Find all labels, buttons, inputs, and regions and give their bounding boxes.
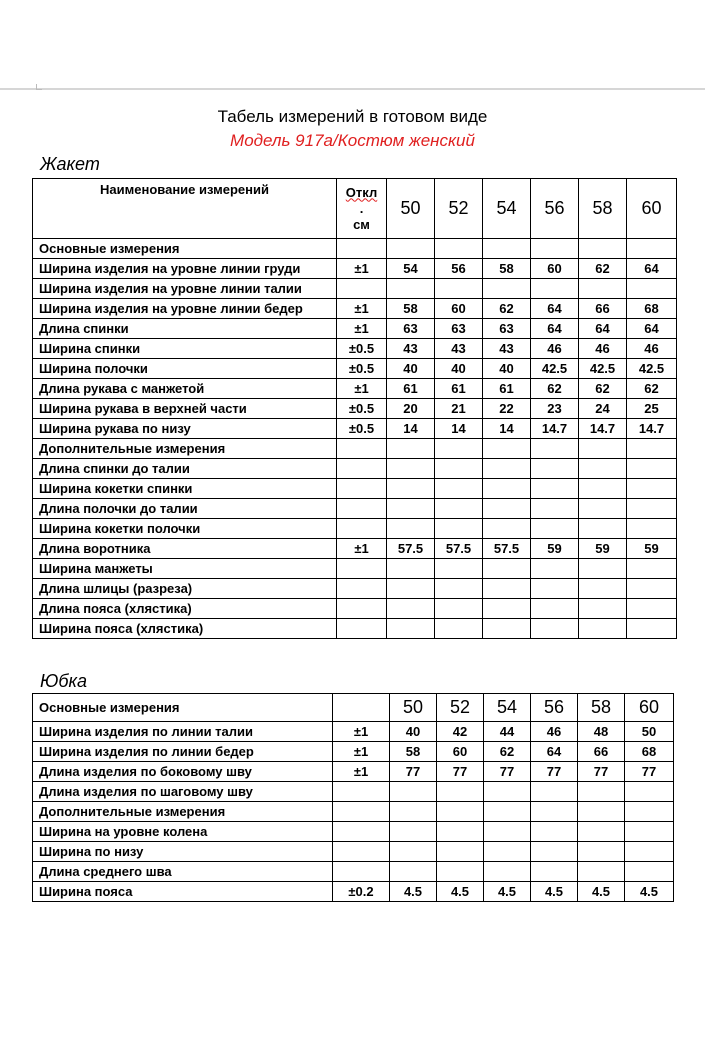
tolerance-cell: [337, 439, 387, 459]
tolerance-cell: [337, 499, 387, 519]
size-value-cell: 46: [579, 339, 627, 359]
tolerance-cell: [337, 559, 387, 579]
size-value-cell: 62: [627, 379, 677, 399]
size-value-cell: 68: [625, 742, 674, 762]
size-value-cell: [625, 802, 674, 822]
size-value-cell: [579, 479, 627, 499]
table-row: [33, 399, 677, 419]
size-value-cell: 14: [387, 419, 435, 439]
measurement-name: Ширина на уровне колена: [33, 822, 333, 842]
size-value-cell: [435, 479, 483, 499]
size-value-cell: [387, 599, 435, 619]
tolerance-cell: [333, 782, 390, 802]
size-value-cell: 58: [390, 742, 437, 762]
tolerance-cell: [337, 519, 387, 539]
margin-corner-mark: [36, 84, 42, 90]
measurement-name: Длина спинки до талии: [33, 459, 337, 479]
measurement-name-header: Наименование измерений: [33, 179, 337, 239]
size-value-cell: [387, 239, 435, 259]
size-value-cell: [387, 479, 435, 499]
measurement-name: Ширина изделия на уровне линии бедер: [33, 299, 337, 319]
measurement-name: Ширина по низу: [33, 842, 333, 862]
measurement-name: Длина рукава с манжетой: [33, 379, 337, 399]
size-value-cell: 40: [390, 722, 437, 742]
tolerance-cell: ±1: [337, 539, 387, 559]
size-value-cell: 22: [483, 399, 531, 419]
measurement-name: Длина шлицы (разреза): [33, 579, 337, 599]
tolerance-cell: ±1: [333, 742, 390, 762]
size-value-cell: 59: [579, 539, 627, 559]
table-row: [33, 359, 677, 379]
size-value-cell: [390, 782, 437, 802]
size-value-cell: [437, 782, 484, 802]
size-value-cell: 4.5: [578, 882, 625, 902]
measurement-name: Ширина спинки: [33, 339, 337, 359]
size-value-cell: [625, 842, 674, 862]
size-value-cell: 59: [531, 539, 579, 559]
size-value-cell: [484, 822, 531, 842]
size-value-cell: 57.5: [387, 539, 435, 559]
size-value-cell: [625, 862, 674, 882]
skirt-section-title: Юбка: [40, 671, 88, 691]
size-value-cell: 64: [627, 319, 677, 339]
size-value-cell: [578, 782, 625, 802]
tolerance-cell: [337, 279, 387, 299]
table-row: [33, 762, 674, 782]
size-value-cell: 42.5: [627, 359, 677, 379]
size-value-cell: [531, 599, 579, 619]
size-value-cell: [627, 479, 677, 499]
tolerance-header-line1: Откл: [345, 184, 378, 200]
measurement-name: Ширина изделия по линии талии: [33, 722, 333, 742]
size-value-cell: 14: [483, 419, 531, 439]
size-value-cell: 42.5: [531, 359, 579, 379]
size-value-cell: [387, 559, 435, 579]
size-value-cell: [531, 862, 578, 882]
tolerance-cell: ±0.5: [337, 399, 387, 419]
size-value-cell: 59: [627, 539, 677, 559]
size-value-cell: [435, 519, 483, 539]
tolerance-cell: [337, 619, 387, 639]
size-value-cell: 61: [483, 379, 531, 399]
size-value-cell: 24: [579, 399, 627, 419]
measurement-name: Ширина изделия на уровне линии груди: [33, 259, 337, 279]
size-value-cell: 23: [531, 399, 579, 419]
size-value-cell: [484, 782, 531, 802]
size-value-cell: 50: [625, 722, 674, 742]
size-value-cell: 46: [531, 339, 579, 359]
measurement-name: Ширина рукава по низу: [33, 419, 337, 439]
size-value-cell: [531, 579, 579, 599]
size-value-cell: [578, 802, 625, 822]
size-value-cell: [387, 619, 435, 639]
size-header: 58: [579, 179, 627, 239]
table-row: [33, 499, 677, 519]
tolerance-cell: [337, 479, 387, 499]
size-value-cell: [437, 862, 484, 882]
model-subtitle: Модель 917а/Костюм женский: [230, 131, 475, 150]
size-value-cell: 42.5: [579, 359, 627, 379]
size-value-cell: 21: [435, 399, 483, 419]
size-value-cell: 60: [531, 259, 579, 279]
size-value-cell: [387, 499, 435, 519]
size-value-cell: 40: [387, 359, 435, 379]
tolerance-header: [333, 694, 390, 722]
size-value-cell: [627, 599, 677, 619]
tolerance-cell: ±0.5: [337, 339, 387, 359]
size-value-cell: [579, 579, 627, 599]
size-value-cell: [387, 439, 435, 459]
size-value-cell: [387, 579, 435, 599]
table-row: [33, 599, 677, 619]
size-value-cell: [625, 782, 674, 802]
tolerance-cell: ±1: [337, 299, 387, 319]
table-row: [33, 379, 677, 399]
size-value-cell: 61: [435, 379, 483, 399]
tolerance-cell: [333, 822, 390, 842]
measurement-name: Ширина изделия на уровне линии талии: [33, 279, 337, 299]
size-value-cell: 62: [484, 742, 531, 762]
size-value-cell: [483, 499, 531, 519]
size-header: 56: [531, 179, 579, 239]
size-value-cell: [579, 599, 627, 619]
table-row: [33, 439, 677, 459]
skirt-measurements-table: [32, 693, 674, 902]
size-value-cell: [483, 599, 531, 619]
size-value-cell: 58: [387, 299, 435, 319]
measurement-name: Ширина манжеты: [33, 559, 337, 579]
size-value-cell: [387, 279, 435, 299]
tolerance-cell: ±0.5: [337, 359, 387, 379]
size-value-cell: [627, 619, 677, 639]
tolerance-cell: ±0.5: [337, 419, 387, 439]
size-value-cell: [484, 862, 531, 882]
measurement-name: Ширина полочки: [33, 359, 337, 379]
size-value-cell: [435, 279, 483, 299]
size-value-cell: [627, 239, 677, 259]
page-top-border: [0, 88, 705, 90]
tolerance-cell: [337, 579, 387, 599]
measurement-name: Дополнительные измерения: [33, 439, 337, 459]
size-value-cell: 77: [484, 762, 531, 782]
size-value-cell: 4.5: [625, 882, 674, 902]
size-value-cell: 62: [579, 259, 627, 279]
tolerance-cell: [337, 239, 387, 259]
tolerance-header: [337, 179, 387, 239]
size-value-cell: 63: [387, 319, 435, 339]
size-value-cell: 57.5: [483, 539, 531, 559]
table-row: [33, 742, 674, 762]
size-value-cell: 46: [531, 722, 578, 742]
measurement-name: Дополнительные измерения: [33, 802, 333, 822]
size-value-cell: [579, 499, 627, 519]
size-value-cell: 66: [579, 299, 627, 319]
size-value-cell: 62: [483, 299, 531, 319]
size-value-cell: [531, 459, 579, 479]
size-value-cell: [483, 519, 531, 539]
size-value-cell: 64: [531, 319, 579, 339]
size-value-cell: [531, 279, 579, 299]
table-row: [33, 459, 677, 479]
size-value-cell: 63: [435, 319, 483, 339]
size-value-cell: 4.5: [484, 882, 531, 902]
size-value-cell: [531, 479, 579, 499]
tolerance-cell: [333, 802, 390, 822]
size-value-cell: [531, 842, 578, 862]
tolerance-cell: [337, 599, 387, 619]
size-header: 58: [578, 694, 625, 722]
tolerance-cell: [337, 459, 387, 479]
size-value-cell: [531, 239, 579, 259]
measurement-name: Длина изделия по боковому шву: [33, 762, 333, 782]
size-value-cell: 60: [435, 299, 483, 319]
size-value-cell: 14.7: [531, 419, 579, 439]
size-value-cell: [435, 239, 483, 259]
table-row: [33, 782, 674, 802]
measurement-name: Ширина изделия по линии бедер: [33, 742, 333, 762]
size-value-cell: [579, 279, 627, 299]
size-value-cell: [579, 239, 627, 259]
size-value-cell: [578, 862, 625, 882]
size-value-cell: [627, 459, 677, 479]
size-value-cell: 62: [531, 379, 579, 399]
measurement-name: Длина спинки: [33, 319, 337, 339]
size-value-cell: [578, 822, 625, 842]
table-row: [33, 862, 674, 882]
size-value-cell: [627, 499, 677, 519]
size-value-cell: [484, 842, 531, 862]
tolerance-cell: [333, 842, 390, 862]
size-value-cell: 64: [531, 299, 579, 319]
size-value-cell: 64: [579, 319, 627, 339]
table-row: [33, 239, 677, 259]
size-header: 52: [437, 694, 484, 722]
size-value-cell: 58: [483, 259, 531, 279]
size-value-cell: 40: [483, 359, 531, 379]
size-value-cell: [390, 822, 437, 842]
size-value-cell: [531, 559, 579, 579]
size-value-cell: [483, 279, 531, 299]
table-row: [33, 722, 674, 742]
size-value-cell: [579, 559, 627, 579]
size-value-cell: 14: [435, 419, 483, 439]
size-value-cell: 46: [627, 339, 677, 359]
jacket-section-title: Жакет: [40, 154, 100, 174]
size-value-cell: 4.5: [437, 882, 484, 902]
table-row: [33, 619, 677, 639]
size-value-cell: [483, 479, 531, 499]
size-value-cell: [531, 802, 578, 822]
tolerance-cell: [333, 862, 390, 882]
measurement-name: Ширина кокетки полочки: [33, 519, 337, 539]
tolerance-cell: ±1: [337, 319, 387, 339]
size-value-cell: [627, 579, 677, 599]
size-header: 60: [625, 694, 674, 722]
size-value-cell: [483, 579, 531, 599]
size-value-cell: 43: [483, 339, 531, 359]
measurement-name: Длина пояса (хлястика): [33, 599, 337, 619]
size-value-cell: 77: [390, 762, 437, 782]
size-value-cell: 14.7: [627, 419, 677, 439]
size-value-cell: [437, 842, 484, 862]
size-value-cell: [483, 619, 531, 639]
size-value-cell: [435, 459, 483, 479]
size-value-cell: [579, 619, 627, 639]
size-value-cell: [435, 439, 483, 459]
size-header: 54: [483, 179, 531, 239]
size-value-cell: [531, 619, 579, 639]
size-value-cell: [627, 519, 677, 539]
size-value-cell: [483, 239, 531, 259]
size-value-cell: [625, 822, 674, 842]
size-value-cell: [483, 559, 531, 579]
size-value-cell: [483, 459, 531, 479]
size-value-cell: 4.5: [531, 882, 578, 902]
size-value-cell: [579, 439, 627, 459]
size-value-cell: [531, 782, 578, 802]
size-value-cell: 20: [387, 399, 435, 419]
size-value-cell: 14.7: [579, 419, 627, 439]
measurement-name: Ширина пояса (хлястика): [33, 619, 337, 639]
table-row: [33, 279, 677, 299]
measurement-name: Ширина кокетки спинки: [33, 479, 337, 499]
size-value-cell: 60: [437, 742, 484, 762]
table-row: [33, 539, 677, 559]
table-row: [33, 579, 677, 599]
size-value-cell: 42: [437, 722, 484, 742]
size-value-cell: 64: [627, 259, 677, 279]
size-value-cell: 4.5: [390, 882, 437, 902]
tolerance-cell: ±1: [333, 762, 390, 782]
size-value-cell: 43: [435, 339, 483, 359]
measurement-name: Основные измерения: [33, 239, 337, 259]
jacket-measurements-table: [32, 178, 677, 639]
size-header: 50: [387, 179, 435, 239]
size-value-cell: 56: [435, 259, 483, 279]
tolerance-cell: ±1: [337, 379, 387, 399]
size-value-cell: 64: [531, 742, 578, 762]
table-row: [33, 519, 677, 539]
size-value-cell: [531, 519, 579, 539]
size-value-cell: [435, 579, 483, 599]
size-value-cell: [387, 519, 435, 539]
size-value-cell: 57.5: [435, 539, 483, 559]
size-value-cell: 44: [484, 722, 531, 742]
size-header: 50: [390, 694, 437, 722]
measurement-name: Длина полочки до талии: [33, 499, 337, 519]
skirt-table-body: [33, 694, 674, 902]
size-value-cell: [531, 499, 579, 519]
jacket-header-row: [33, 179, 677, 239]
size-value-cell: 48: [578, 722, 625, 742]
size-value-cell: [437, 822, 484, 842]
skirt-header-row: [33, 694, 674, 722]
measurement-name: Ширина пояса: [33, 882, 333, 902]
table-row: [33, 559, 677, 579]
measurement-name: Ширина рукава в верхней части: [33, 399, 337, 419]
size-value-cell: [435, 619, 483, 639]
size-value-cell: [627, 559, 677, 579]
size-header: 60: [627, 179, 677, 239]
size-value-cell: [435, 559, 483, 579]
size-value-cell: [531, 439, 579, 459]
size-value-cell: [627, 279, 677, 299]
size-value-cell: 40: [435, 359, 483, 379]
table-row: [33, 299, 677, 319]
size-value-cell: [531, 822, 578, 842]
tolerance-cell: ±1: [337, 259, 387, 279]
size-value-cell: 63: [483, 319, 531, 339]
tolerance-cell: ±1: [333, 722, 390, 742]
table-row: [33, 419, 677, 439]
size-value-cell: 43: [387, 339, 435, 359]
size-value-cell: [387, 459, 435, 479]
table-row: [33, 259, 677, 279]
tolerance-cell: ±0.2: [333, 882, 390, 902]
table-row: [33, 479, 677, 499]
table-row: [33, 802, 674, 822]
table-row: [33, 822, 674, 842]
tolerance-header-line3: см: [353, 216, 370, 232]
size-value-cell: 66: [578, 742, 625, 762]
size-header: 54: [484, 694, 531, 722]
table-row: [33, 319, 677, 339]
size-value-cell: [483, 439, 531, 459]
size-value-cell: 77: [437, 762, 484, 782]
size-value-cell: 25: [627, 399, 677, 419]
table-row: [33, 882, 674, 902]
tolerance-header-line2: .: [359, 200, 364, 216]
size-value-cell: [578, 842, 625, 862]
size-value-cell: 77: [531, 762, 578, 782]
size-value-cell: [437, 802, 484, 822]
size-value-cell: 68: [627, 299, 677, 319]
table-row: [33, 339, 677, 359]
skirt-header-label: Основные измерения: [33, 694, 333, 722]
size-value-cell: 77: [578, 762, 625, 782]
jacket-table-body: [33, 179, 677, 639]
size-value-cell: [435, 599, 483, 619]
size-value-cell: [390, 802, 437, 822]
size-header: 52: [435, 179, 483, 239]
table-row: [33, 842, 674, 862]
size-value-cell: 62: [579, 379, 627, 399]
size-value-cell: [579, 519, 627, 539]
size-value-cell: [390, 862, 437, 882]
size-value-cell: [390, 842, 437, 862]
size-header: 56: [531, 694, 578, 722]
document-title: Табель измерений в готовом виде: [217, 107, 488, 126]
size-value-cell: [484, 802, 531, 822]
size-value-cell: 54: [387, 259, 435, 279]
size-value-cell: [579, 459, 627, 479]
measurement-name: Длина изделия по шаговому шву: [33, 782, 333, 802]
measurement-name: Длина среднего шва: [33, 862, 333, 882]
size-value-cell: 61: [387, 379, 435, 399]
size-value-cell: [627, 439, 677, 459]
measurement-name: Длина воротника: [33, 539, 337, 559]
size-value-cell: [435, 499, 483, 519]
size-value-cell: 77: [625, 762, 674, 782]
